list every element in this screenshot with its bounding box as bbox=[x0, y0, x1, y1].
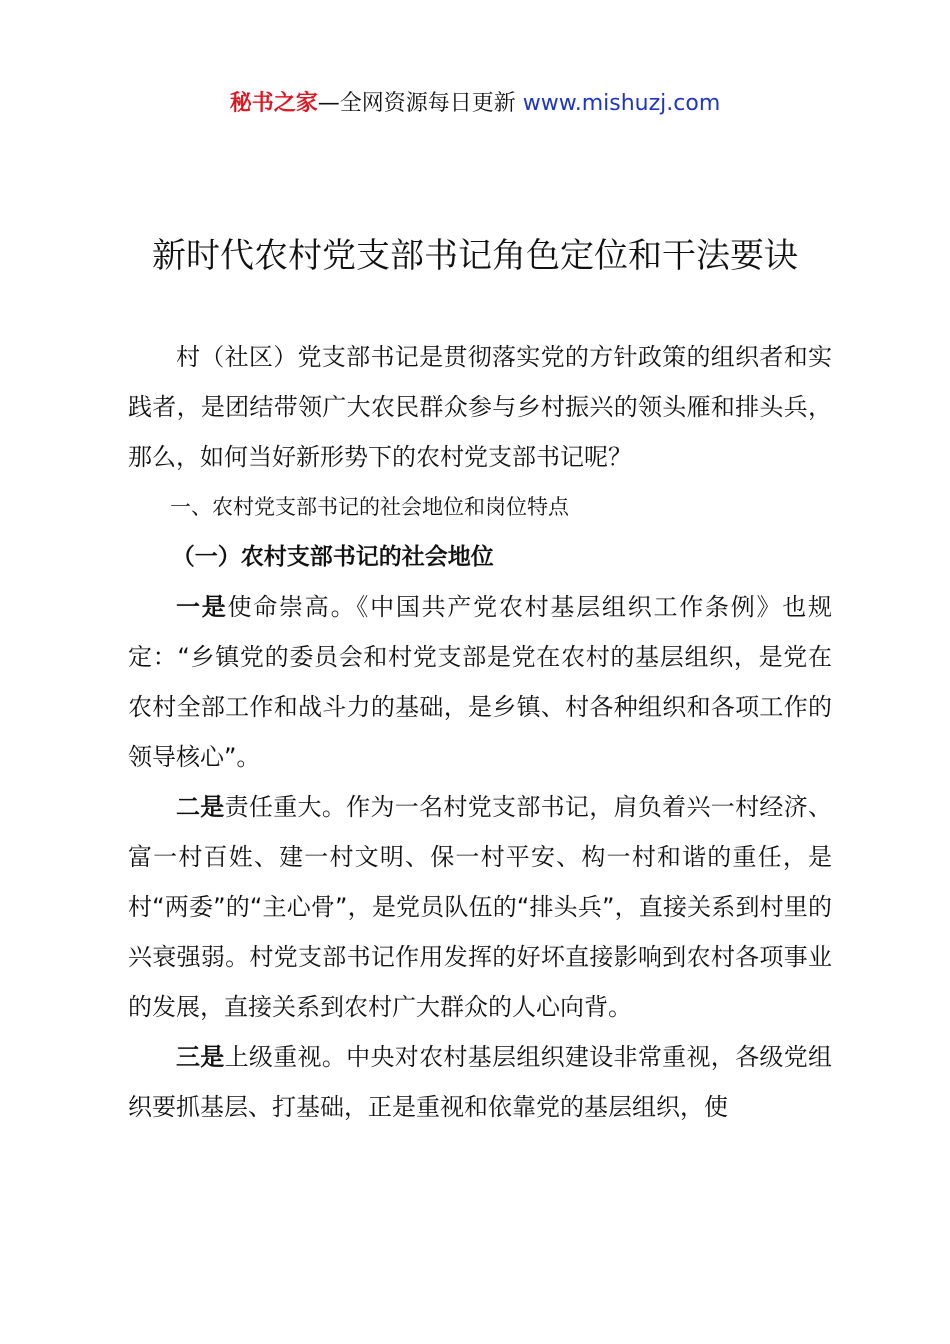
document-title: 新时代农村党支部书记角色定位和干法要诀 bbox=[152, 236, 798, 276]
point-three-paragraph bbox=[128, 1032, 832, 1132]
point-two-lead: 二是 bbox=[176, 793, 225, 821]
subsection-heading: （一）农村支部书记的社会地位 bbox=[171, 544, 494, 570]
point-three-text: 上级重视。中央对农村基层组织建设非常重视，各级党组织要抓基层、打基础，正是重视和依靠党的基层组织，使 bbox=[128, 1043, 833, 1121]
point-one-paragraph bbox=[128, 582, 832, 782]
site-header bbox=[0, 88, 950, 120]
point-two-text: 责任重大。作为一名村党支部书记，肩负着兴一村经济、富一村百姓、建一村文明、保一村平安、构一村和谐的重任，是村“两委”的“主心骨”，是党员队伍的“排头兵”，直接关系到村里的兴衰强弱。村党支部书记作用发挥的好坏直接影响到农村各项事业的发展，直接关系到农村广大群众的人心向背。 bbox=[128, 793, 833, 1021]
brand-name: 秘书之家 bbox=[229, 91, 318, 116]
header-url-link[interactable]: www.mishuzj.com bbox=[522, 91, 721, 116]
point-one-text: 使命崇高。《中国共产党农村基层组织工作条例》也规定：“乡镇党的委员会和村党支部是党在农村的基层组织，是党在农村全部工作和战斗力的基础，是乡镇、村各种组织和各项工作的领导核心”。 bbox=[128, 593, 833, 771]
intro-paragraph: 村（社区）党支部书记是贯彻落实党的方针政策的组织者和实践者，是团结带领广大农民群众参与乡村振兴的领头雁和排头兵，那么，如何当好新形势下的农村党支部书记呢？ bbox=[128, 343, 832, 471]
point-three-lead: 三是 bbox=[176, 1043, 225, 1071]
document-body bbox=[128, 332, 832, 1132]
point-two-paragraph bbox=[128, 782, 832, 1032]
point-one-lead: 一是 bbox=[176, 593, 228, 621]
header-slogan: —全网资源每日更新 bbox=[317, 91, 516, 116]
section-heading: 一、农村党支部书记的社会地位和岗位特点 bbox=[170, 495, 569, 519]
